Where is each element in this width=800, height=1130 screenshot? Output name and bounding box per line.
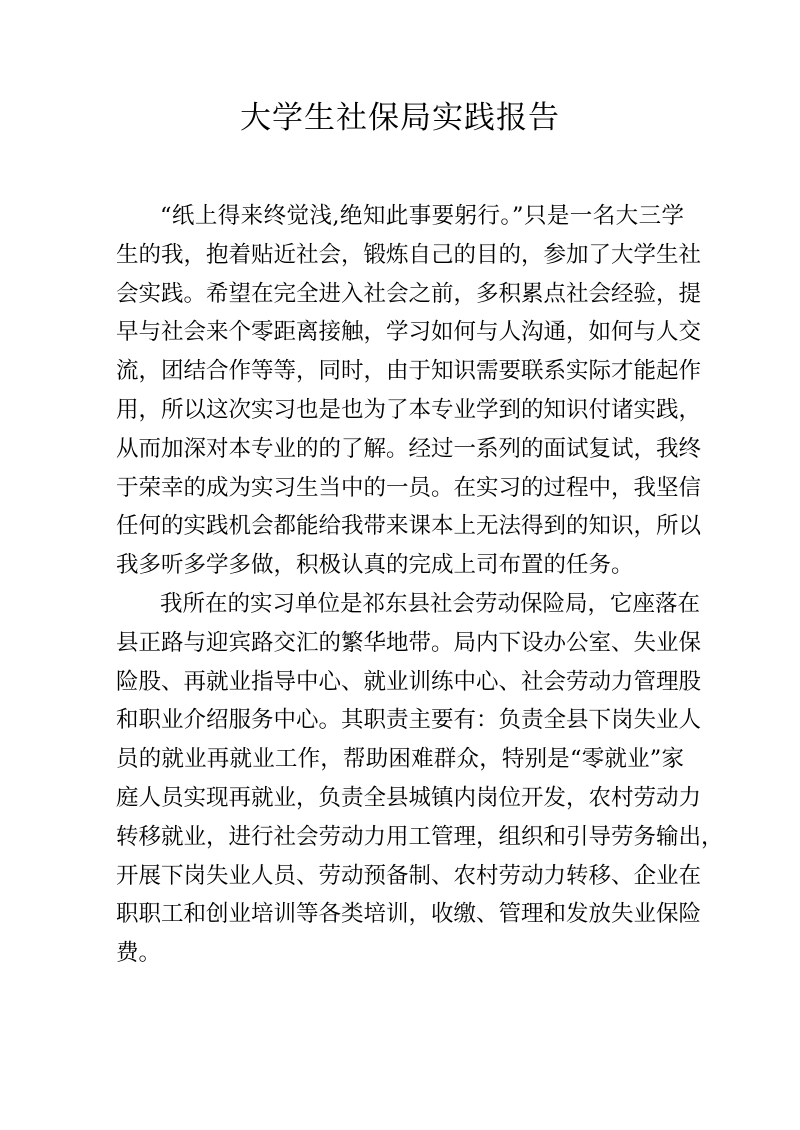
paragraph-2-line-3: 险股、再就业指导中心、就业训练中心、社会劳动力管理股	[116, 668, 702, 695]
paragraph-1-line-1: “纸上得来终觉浅,绝知此事要躬行。”只是一名大三学	[160, 203, 684, 229]
document-title: 大学生社保局实践报告	[240, 100, 560, 136]
paragraph-1	[116, 197, 702, 585]
paragraph-2-line-6: 庭人员实现再就业，负责全县城镇内岗位开发，农村劳动力	[116, 784, 702, 811]
paragraph-2-line-8: 开展下岗失业人员、劳动预备制、农村劳动力转移、企业在	[116, 862, 702, 889]
document-body	[116, 197, 724, 973]
paragraph-2-line-4: 和职业介绍服务中心。其职责主要有：负责全县下岗失业人	[116, 707, 702, 734]
paragraph-1-line-4: 早与社会来个零距离接触，学习如何与人沟通，如何与人交	[116, 319, 702, 346]
paragraph-1-line-8: 于荣幸的成为实习生当中的一员。在实习的过程中，我坚信	[116, 474, 702, 501]
paragraph-1-line-5: 流，团结合作等等，同时，由于知识需要联系实际才能起作	[116, 358, 702, 385]
paragraph-1-line-9: 任何的实践机会都能给我带来课本上无法得到的知识，所以	[116, 513, 702, 540]
paragraph-1-line-6: 用，所以这次实习也是也为了本专业学到的知识付诸实践，	[116, 396, 702, 423]
paragraph-1-line-2: 生的我，抱着贴近社会，锻炼自己的目的，参加了大学生社	[116, 241, 702, 268]
paragraph-2-line-7: 转移就业，进行社会劳动力用工管理，组织和引导劳务输出，	[116, 823, 724, 850]
paragraph-2-line-10: 费。	[116, 940, 162, 967]
paragraph-1-line-7: 从而加深对本专业的的了解。经过一系列的面试复试，我终	[116, 435, 702, 462]
paragraph-2	[116, 585, 724, 973]
paragraph-2-line-5: 员的就业再就业工作，帮助困难群众，特别是“零就业”家	[116, 746, 684, 773]
paragraph-2-line-2: 县正路与迎宾路交汇的繁华地带。局内下设办公室、失业保	[116, 629, 702, 656]
paragraph-1-line-3: 会实践。希望在完全进入社会之前，多积累点社会经验，提	[116, 280, 702, 307]
paragraph-1-line-10: 我多听多学多做，积极认真的完成上司布置的任务。	[116, 552, 634, 579]
paragraph-2-line-1: 我所在的实习单位是祁东县社会劳动保险局，它座落在	[160, 590, 701, 617]
paragraph-2-line-9: 职职工和创业培训等各类培训，收缴、管理和发放失业保险	[116, 901, 702, 928]
